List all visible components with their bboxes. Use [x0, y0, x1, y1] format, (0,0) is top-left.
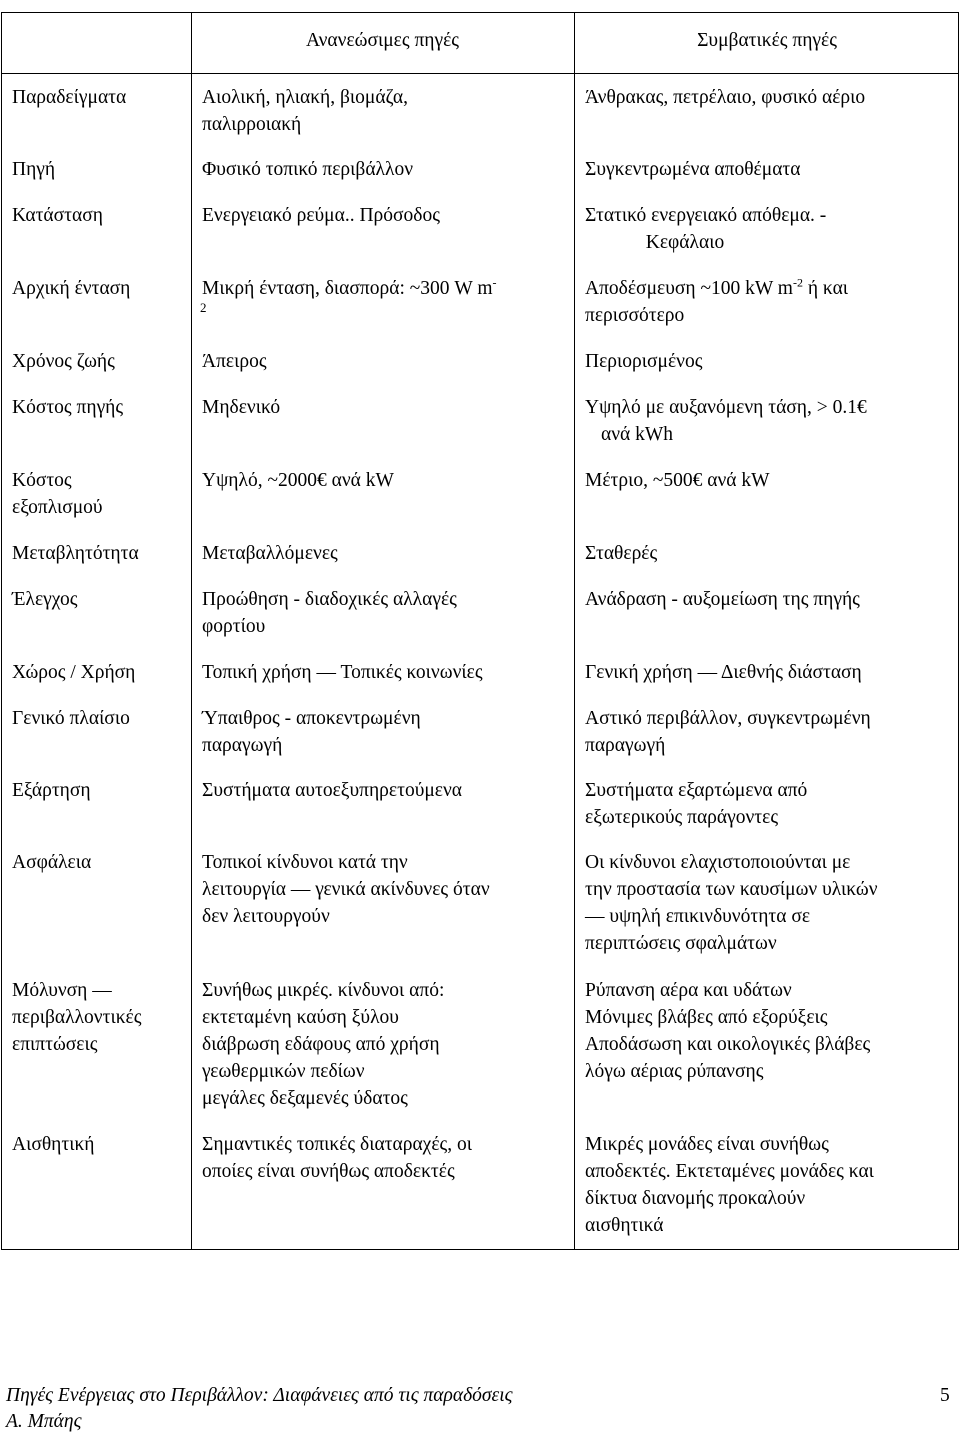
renewable-cell: παραγωγή — [202, 735, 283, 756]
conventional-cell: Μικρές μονάδες είναι συνήθως — [585, 1134, 829, 1155]
renewable-cell: Υψηλό, ~2000€ ανά kW — [202, 470, 394, 491]
renewable-cell: Προώθηση - διαδοχικές αλλαγές — [202, 589, 457, 610]
row-label: εξοπλισμού — [12, 497, 103, 518]
row-label: Χώρος / Χρήση — [12, 662, 136, 683]
footer-author: Α. Μπάης — [6, 1411, 82, 1432]
renewable-cell: γεωθερμικών πεδίων — [202, 1061, 365, 1082]
renewable-cell: παλιρροιακή — [202, 114, 302, 135]
renewable-cell: διάβρωση εδάφους από χρήση — [202, 1034, 440, 1055]
row-label: Χρόνος ζωής — [12, 351, 115, 372]
row-label: Κατάσταση — [12, 205, 103, 226]
renewable-cell: Άπειρος — [202, 351, 267, 372]
conventional-cell: Μέτριο, ~500€ ανά kW — [585, 470, 770, 491]
renewable-cell: Αιολική, ηλιακή, βιομάζα, — [202, 87, 409, 108]
conventional-cell: Ρύπανση αέρα και υδάτων — [585, 980, 792, 1001]
conventional-cell: Συγκεντρωμένα αποθέματα — [585, 159, 801, 180]
conventional-cell: Οι κίνδυνοι ελαχιστοποιούνται με — [585, 852, 851, 873]
conventional-cell: λόγω αέριας ρύπανσης — [585, 1061, 764, 1082]
row-label: Μεταβλητότητα — [12, 543, 139, 564]
row-label: Κόστος — [12, 470, 72, 491]
renewable-cell: Μηδενικό — [202, 397, 281, 418]
header-conventional: Συμβατικές πηγές — [697, 30, 837, 51]
row-label: Έλεγχος — [12, 589, 78, 610]
conventional-cell: αποδεκτές. Εκτεταμένες μονάδες και — [585, 1161, 874, 1182]
renewable-cell: εκτεταμένη καύση ξύλου — [202, 1007, 399, 1028]
conventional-cell: Αποδάσωση και οικολογικές βλάβες — [585, 1034, 871, 1055]
renewable-cell: Τοπικοί κίνδυνοι κατά την — [202, 852, 408, 873]
renewable-cell: δεν λειτουργούν — [202, 906, 330, 927]
renewable-cell: Μικρή ένταση, διασπορά: ~300 W m- — [202, 275, 497, 299]
column-divider — [574, 12, 575, 1250]
conventional-cell: Αποδέσμευση ~100 kW $m^{-2}$ ή και — [585, 275, 849, 299]
renewable-cell: λειτουργία ― γενικά ακίνδυνες όταν — [202, 879, 490, 900]
conventional-cell: Περιορισμένος — [585, 351, 703, 372]
row-label: Πηγή — [12, 159, 56, 180]
row-label: Μόλυνση ― — [12, 980, 112, 1001]
footer-title: Πηγές Ενέργειας στο Περιβάλλον: Διαφάνειες από τις παραδόσεις — [6, 1385, 513, 1406]
conventional-cell: Κεφάλαιο — [645, 232, 725, 253]
header-renewable: Ανανεώσιμες πηγές — [305, 30, 460, 51]
row-label: Γενικό πλαίσιο — [12, 708, 130, 729]
row-label: περιβαλλοντικές — [12, 1007, 142, 1028]
conventional-cell: εξωτερικούς παράγοντες — [585, 807, 779, 828]
conventional-cell: Στατικό ενεργειακό απόθεμα. - — [585, 205, 827, 226]
renewable-cell: μεγάλες δεξαμενές ύδατος — [202, 1088, 408, 1109]
renewable-cell: Φυσικό τοπικό περιβάλλον — [202, 159, 414, 180]
conventional-cell: περιπτώσεις σφαλμάτων — [585, 933, 777, 954]
column-divider — [191, 12, 192, 1250]
renewable-cell: φορτίου — [202, 616, 266, 637]
page-number: 5 — [940, 1385, 950, 1406]
conventional-cell: Γενική χρήση ― Διεθνής διάσταση — [585, 662, 862, 683]
row-label: Εξάρτηση — [12, 780, 91, 801]
conventional-cell: ― υψηλή επικινδυνότητα σε — [585, 906, 811, 927]
renewable-cell: οποίες είναι συνήθως αποδεκτές — [202, 1161, 455, 1182]
conventional-cell: Μόνιμες βλάβες από εξορύξεις — [585, 1007, 828, 1028]
row-label: Παραδείγματα — [12, 87, 127, 108]
header-divider — [1, 73, 959, 74]
comparison-table-frame — [1, 12, 959, 1250]
renewable-cell: Συνήθως μικρές. κίνδυνοι από: — [202, 980, 445, 1001]
page-footer — [6, 1383, 513, 1435]
renewable-cell: Τοπική χρήση ― Τοπικές κοινωνίες — [202, 662, 483, 683]
conventional-cell: Υψηλό με αυξανόμενη τάση, > 0.1€ — [585, 397, 867, 418]
conventional-cell: Αστικό περιβάλλον, συγκεντρωμένη — [585, 708, 871, 729]
conventional-cell: την προστασία των καυσίμων υλικών — [585, 879, 878, 900]
renewable-cell: Συστήματα αυτοεξυπηρετούμενα — [202, 780, 463, 801]
conventional-cell: Ανάδραση - αυξομείωση της πηγής — [585, 589, 860, 610]
conventional-cell: Σταθερές — [585, 543, 658, 564]
row-label: Αισθητική — [12, 1134, 95, 1155]
conventional-cell: ανά kWh — [600, 424, 674, 445]
renewable-cell: 2 — [200, 300, 207, 315]
row-label: επιπτώσεις — [12, 1034, 98, 1055]
renewable-cell: Μεταβαλλόμενες — [202, 543, 338, 564]
conventional-cell: περισσότερο — [585, 305, 685, 326]
conventional-cell: δίκτυα διανομής προκαλούν — [585, 1188, 806, 1209]
row-label: Ασφάλεια — [12, 852, 92, 873]
conventional-cell: αισθητικά — [585, 1215, 664, 1236]
renewable-cell: Ύπαιθρος - αποκεντρωμένη — [202, 708, 421, 729]
conventional-cell: παραγωγή — [585, 735, 666, 756]
row-label: Κόστος πηγής — [12, 397, 124, 418]
conventional-cell: Συστήματα εξαρτώμενα από — [585, 780, 808, 801]
conventional-cell: Άνθρακας, πετρέλαιο, φυσικό αέριο — [585, 87, 866, 108]
renewable-cell: Σημαντικές τοπικές διαταραχές, οι — [202, 1134, 472, 1155]
renewable-cell: Ενεργειακό ρεύμα.. Πρόσοδος — [202, 205, 440, 226]
row-label: Αρχική ένταση — [12, 278, 131, 299]
